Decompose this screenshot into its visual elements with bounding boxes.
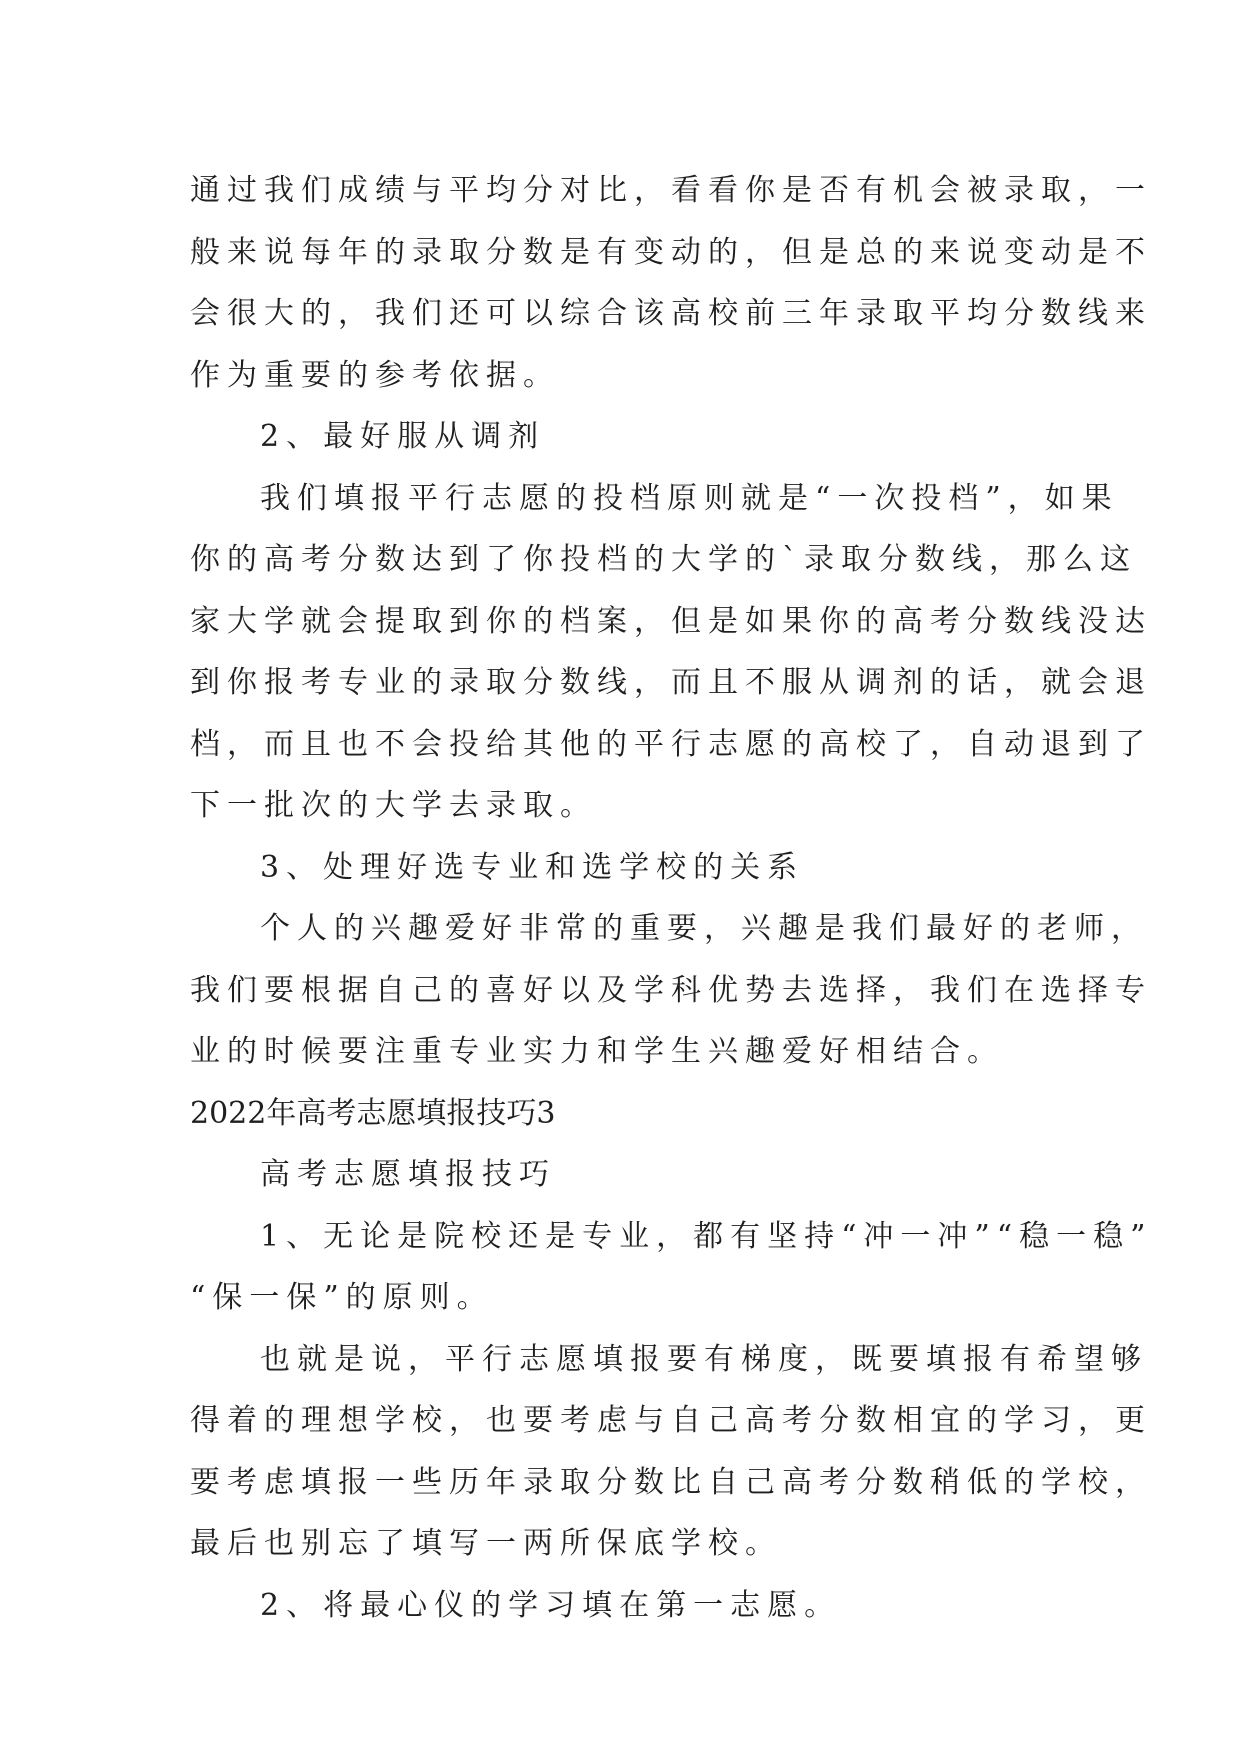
text-line: 我们要根据自己的喜好以及学科优势去选择，我们在选择专 <box>190 972 1152 1008</box>
section-heading: 2022年高考志愿填报技巧3 <box>190 1095 556 1131</box>
text-line: 2、最好服从调剂 <box>260 419 546 454</box>
text-line: 作为重要的参考依据。 <box>190 357 560 393</box>
text-line: 通过我们成绩与平均分对比，看看你是否有机会被录取，一 <box>190 173 1152 208</box>
text-line: 我们填报平行志愿的投档原则就是“一次投档”，如果 <box>260 480 1119 516</box>
text-line: 到你报考专业的录取分数线，而且不服从调剂的话，就会退 <box>190 665 1152 700</box>
text-line: 下一批次的大学去录取。 <box>190 788 597 823</box>
text-line: “保一保”的原则。 <box>190 1280 494 1315</box>
text-line: 个人的兴趣爱好非常的重要，兴趣是我们最好的老师， <box>260 911 1148 946</box>
text-line: 3、处理好选专业和选学校的关系 <box>260 849 805 885</box>
text-line: 2、将最心仪的学习填在第一志愿。 <box>260 1587 842 1623</box>
text-line: 得着的理想学校，也要考虑与自己高考分数相宜的学习，更 <box>190 1403 1152 1438</box>
text-line: 高考志愿填报技巧 <box>260 1157 556 1192</box>
text-line: 档，而且也不会投给其他的平行志愿的高校了，自动退到了 <box>190 726 1152 762</box>
text-line: 最后也别忘了填写一两所保底学校。 <box>190 1526 782 1561</box>
text-line: 般来说每年的录取分数是有变动的，但是总的来说变动是不 <box>190 234 1152 270</box>
text-line: 业的时候要注重专业实力和学生兴趣爱好相结合。 <box>190 1034 1004 1069</box>
text-line: 也就是说，平行志愿填报要有梯度，既要填报有希望够 <box>260 1341 1148 1377</box>
text-line: 你的高考分数达到了你投档的大学的`录取分数线，那么这 <box>190 542 1137 577</box>
text-line: 要考虑填报一些历年录取分数比自己高考分数稍低的学校， <box>190 1464 1152 1500</box>
document-body <box>190 160 1153 1636</box>
text-line: 家大学就会提取到你的档案，但是如果你的高考分数线没达 <box>190 603 1152 639</box>
text-line: 会很大的，我们还可以综合该高校前三年录取平均分数线来 <box>190 296 1152 331</box>
text-line: 1、无论是院校还是专业，都有坚持“冲一冲”“稳一稳” <box>260 1218 1153 1254</box>
